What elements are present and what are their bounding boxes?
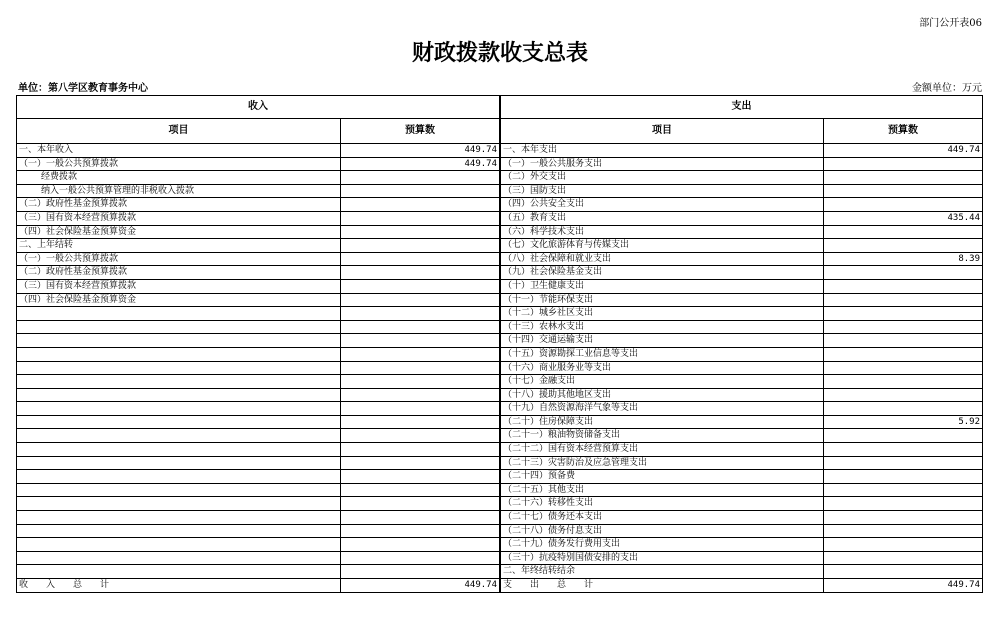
income-value-cell [341, 307, 500, 321]
expense-total-label: 支 出 总 计 [501, 579, 824, 593]
income-total-value: 449.74 [341, 579, 500, 593]
expense-value-cell [824, 157, 983, 171]
expense-value-cell [824, 497, 983, 511]
income-item-cell [17, 429, 341, 443]
income-value-cell: 449.74 [341, 157, 500, 171]
income-item-cell [17, 347, 341, 361]
expense-value-cell [824, 293, 983, 307]
expense-value-cell [824, 538, 983, 552]
expense-item-cell: （四）公共安全支出 [501, 198, 824, 212]
income-item-cell: （三）国有资本经营预算拨款 [17, 211, 341, 225]
expense-value-cell: 449.74 [824, 144, 983, 158]
expense-value-cell [824, 565, 983, 579]
income-value-cell [341, 429, 500, 443]
unit-label: 单位：第八学区教育事务中心 [18, 83, 148, 94]
income-item-cell: （二）政府性基金预算拨款 [17, 266, 341, 280]
income-value-cell [341, 551, 500, 565]
table-row [17, 565, 983, 579]
expense-item-cell: （二十四）预备费 [501, 470, 824, 484]
income-value-cell [341, 211, 500, 225]
table-row [17, 225, 983, 239]
table-row [17, 551, 983, 565]
expense-value-cell [824, 443, 983, 457]
table-row [17, 361, 983, 375]
income-budget-header: 预算数 [341, 119, 500, 144]
expense-item-cell: （三）国防支出 [501, 184, 824, 198]
income-item-cell: （四）社会保险基金预算资金 [17, 293, 341, 307]
income-value-cell [341, 184, 500, 198]
expense-value-cell [824, 184, 983, 198]
table-row [17, 279, 983, 293]
table-row [17, 388, 983, 402]
income-item-cell: 二、上年结转 [17, 239, 341, 253]
expense-item-cell: （六）科学技术支出 [501, 225, 824, 239]
expense-value-cell [824, 266, 983, 280]
income-item-cell [17, 538, 341, 552]
expense-item-cell: （三十）抗疫特别国债安排的支出 [501, 551, 824, 565]
income-item-cell [17, 470, 341, 484]
expense-item-cell: （二十二）国有资本经营预算支出 [501, 443, 824, 457]
income-value-cell [341, 198, 500, 212]
expense-item-cell: （七）文化旅游体育与传媒支出 [501, 239, 824, 253]
income-item-cell [17, 415, 341, 429]
income-value-cell [341, 456, 500, 470]
income-value-cell [341, 361, 500, 375]
income-value-cell [341, 239, 500, 253]
expense-value-cell [824, 334, 983, 348]
income-value-cell [341, 565, 500, 579]
table-row [17, 171, 983, 185]
expense-item-cell: （九）社会保险基金支出 [501, 266, 824, 280]
expense-header: 支出 [501, 96, 983, 119]
table-row [17, 415, 983, 429]
expense-item-cell: （十六）商业服务业等支出 [501, 361, 824, 375]
expense-value-cell [824, 483, 983, 497]
expense-item-cell: （二十五）其他支出 [501, 483, 824, 497]
totals-row [17, 579, 983, 593]
income-item-header: 项目 [17, 119, 341, 144]
expense-value-cell [824, 307, 983, 321]
income-header: 收入 [17, 96, 500, 119]
expense-item-cell: （十三）农林水支出 [501, 320, 824, 334]
expense-item-header: 项目 [501, 119, 824, 144]
income-item-cell: 经费拨款 [17, 171, 341, 185]
income-value-cell [341, 347, 500, 361]
table-row [17, 307, 983, 321]
expense-item-cell: （二十八）债务付息支出 [501, 524, 824, 538]
table-row [17, 375, 983, 389]
expense-item-cell: （十五）资源勘探工业信息等支出 [501, 347, 824, 361]
expense-value-cell [824, 429, 983, 443]
expense-value-cell [824, 456, 983, 470]
expense-value-cell [824, 551, 983, 565]
section-header-row [17, 96, 983, 119]
income-item-cell [17, 320, 341, 334]
income-value-cell [341, 511, 500, 525]
expense-value-cell [824, 198, 983, 212]
table-row [17, 334, 983, 348]
income-item-cell [17, 334, 341, 348]
income-value-cell: 449.74 [341, 144, 500, 158]
expense-item-cell: （十）卫生健康支出 [501, 279, 824, 293]
expense-value-cell [824, 347, 983, 361]
expense-item-cell: （二十）住房保障支出 [501, 415, 824, 429]
income-item-cell [17, 402, 341, 416]
expense-value-cell [824, 402, 983, 416]
income-value-cell [341, 524, 500, 538]
table-row [17, 239, 983, 253]
expense-value-cell [824, 225, 983, 239]
amount-unit: 金额单位：万元 [912, 83, 982, 94]
expense-item-cell: （五）教育支出 [501, 211, 824, 225]
income-item-cell [17, 524, 341, 538]
income-value-cell [341, 470, 500, 484]
expense-value-cell [824, 361, 983, 375]
income-total-label: 收 入 总 计 [17, 579, 341, 593]
income-item-cell: （四）社会保险基金预算资金 [17, 225, 341, 239]
income-value-cell [341, 538, 500, 552]
expense-value-cell: 8.39 [824, 252, 983, 266]
table-row [17, 483, 983, 497]
expense-item-cell: （十二）城乡社区支出 [501, 307, 824, 321]
income-item-cell [17, 483, 341, 497]
income-item-cell [17, 307, 341, 321]
income-item-cell: （一）一般公共预算拨款 [17, 157, 341, 171]
budget-table [16, 95, 983, 593]
income-value-cell [341, 252, 500, 266]
table-row [17, 402, 983, 416]
expense-item-cell: （十七）金融支出 [501, 375, 824, 389]
expense-value-cell [824, 171, 983, 185]
expense-item-cell: （十四）交通运输支出 [501, 334, 824, 348]
income-value-cell [341, 334, 500, 348]
income-value-cell [341, 320, 500, 334]
income-value-cell [341, 375, 500, 389]
table-row [17, 266, 983, 280]
table-row [17, 184, 983, 198]
expense-item-cell: 一、本年支出 [501, 144, 824, 158]
table-row [17, 293, 983, 307]
income-value-cell [341, 415, 500, 429]
expense-budget-header: 预算数 [824, 119, 983, 144]
income-item-cell [17, 443, 341, 457]
table-row [17, 252, 983, 266]
income-item-cell [17, 565, 341, 579]
income-item-cell [17, 456, 341, 470]
expense-item-cell: （一）一般公共服务支出 [501, 157, 824, 171]
page-title: 财政拨款收支总表 [411, 41, 588, 66]
table-row [17, 538, 983, 552]
table-row [17, 511, 983, 525]
table-row [17, 157, 983, 171]
table-row [17, 524, 983, 538]
table-row [17, 456, 983, 470]
column-header-row [17, 119, 983, 144]
table-row [17, 320, 983, 334]
expense-item-cell: （二十七）债务还本支出 [501, 511, 824, 525]
expense-item-cell: （八）社会保障和就业支出 [501, 252, 824, 266]
table-row [17, 443, 983, 457]
income-value-cell [341, 388, 500, 402]
expense-item-cell: （十八）援助其他地区支出 [501, 388, 824, 402]
expense-value-cell: 435.44 [824, 211, 983, 225]
expense-value-cell [824, 279, 983, 293]
form-code: 部门公开表06 [919, 18, 982, 29]
expense-item-cell: （二十一）粮油物资储备支出 [501, 429, 824, 443]
income-item-cell [17, 551, 341, 565]
expense-value-cell [824, 511, 983, 525]
table-row [17, 211, 983, 225]
income-value-cell [341, 225, 500, 239]
income-value-cell [341, 171, 500, 185]
expense-item-cell: （十九）自然资源海洋气象等支出 [501, 402, 824, 416]
income-item-cell [17, 511, 341, 525]
table-row [17, 144, 983, 158]
expense-value-cell [824, 524, 983, 538]
income-item-cell [17, 375, 341, 389]
expense-value-cell [824, 375, 983, 389]
expense-value-cell: 5.92 [824, 415, 983, 429]
expense-value-cell [824, 470, 983, 484]
income-item-cell: （二）政府性基金预算拨款 [17, 198, 341, 212]
income-item-cell [17, 497, 341, 511]
expense-item-cell: （十一）节能环保支出 [501, 293, 824, 307]
income-item-cell: 一、本年收入 [17, 144, 341, 158]
income-value-cell [341, 443, 500, 457]
expense-value-cell [824, 320, 983, 334]
table-row [17, 198, 983, 212]
income-value-cell [341, 279, 500, 293]
table-row [17, 470, 983, 484]
table-row [17, 347, 983, 361]
expense-item-cell: （二）外交支出 [501, 171, 824, 185]
expense-item-cell: （二十三）灾害防治及应急管理支出 [501, 456, 824, 470]
expense-value-cell [824, 239, 983, 253]
table-row [17, 497, 983, 511]
income-item-cell: 纳入一般公共预算管理的非税收入拨款 [17, 184, 341, 198]
expense-item-cell: （二十六）转移性支出 [501, 497, 824, 511]
income-item-cell: （三）国有资本经营预算拨款 [17, 279, 341, 293]
expense-item-cell: （二十九）债务发行费用支出 [501, 538, 824, 552]
income-value-cell [341, 497, 500, 511]
expense-value-cell [824, 388, 983, 402]
expense-total-value: 449.74 [824, 579, 983, 593]
table-row [17, 429, 983, 443]
expense-item-cell: 二、年终结转结余 [501, 565, 824, 579]
income-value-cell [341, 293, 500, 307]
income-item-cell [17, 361, 341, 375]
income-item-cell [17, 388, 341, 402]
income-value-cell [341, 266, 500, 280]
income-value-cell [341, 483, 500, 497]
income-value-cell [341, 402, 500, 416]
income-item-cell: （一）一般公共预算拨款 [17, 252, 341, 266]
